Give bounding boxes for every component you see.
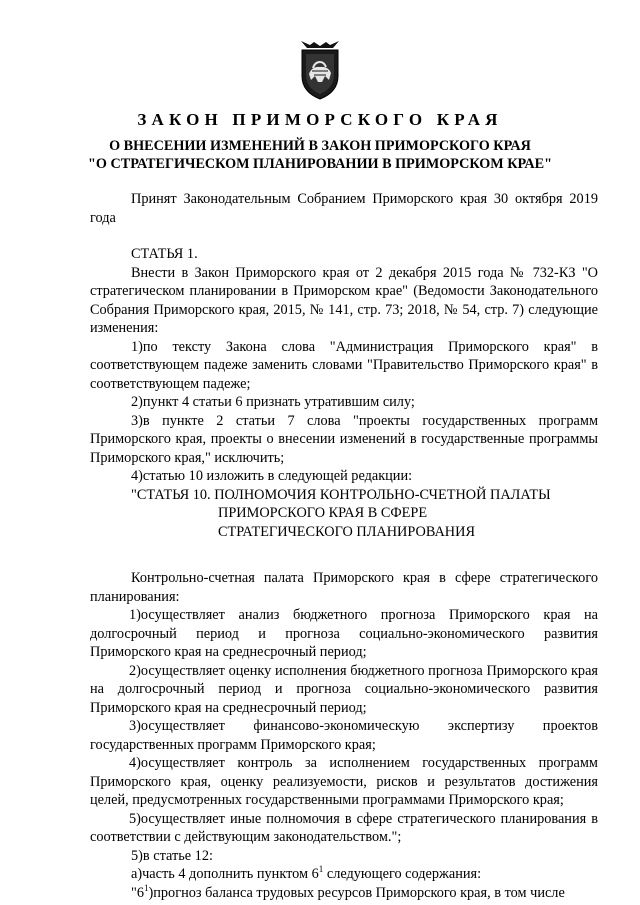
article-10-item: 4)осуществляет контроль за исполнением государственных программ Приморского края, оценку реализуемости, рисков и результатов достижения целей, предусмотренных государственными программами Приморского края; [90, 755, 598, 808]
change-item-5a: а)часть 4 дополнить пунктом $6^1$ следующего содержания: [131, 864, 482, 882]
document-body [90, 190, 598, 902]
article-10-item: 2)осуществляет оценку исполнения бюджетного прогноза Приморского края на долгосрочный период и прогноза социально-экономического развития Приморского края на среднесрочный период; [90, 662, 598, 716]
article-10-item: 5)осуществляет иные полномочия в сфере стратегического планирования в соответствии с действующим законодательством."; [90, 810, 598, 845]
change-item: 3)в пункте 2 статьи 7 слова "проекты государственных программ Приморского края, проекты о внесении изменений в государственные программы Приморского края," исключить; [90, 412, 598, 466]
adoption-note: Принят Законодательным Собранием Приморского края 30 октября 2019 года [90, 191, 598, 226]
article-10-heading [90, 486, 598, 542]
article-10-item: 1)осуществляет анализ бюджетного прогноза Приморского края на долгосрочный период и прогноза социально-экономического развития Приморского края на среднесрочный период; [90, 607, 598, 660]
article-10-intro: Контрольно-счетная палата Приморского края в сфере стратегического планирования: [90, 570, 598, 605]
law-subtitle-line-2: "О СТРАТЕГИЧЕСКОМ ПЛАНИРОВАНИИ В ПРИМОРСКОМ КРАЕ" [88, 156, 552, 172]
change-item: 1)по тексту Закона слова "Администрация Приморского края" в соответствующем падеже заменить словами "Правительство Приморского края" в соответствующем падеже; [90, 338, 598, 392]
change-item: 2)пункт 4 статьи 6 признать утратившим силу; [131, 394, 415, 410]
change-item-5: 5)в статье 12: [131, 847, 213, 864]
law-subtitle-line-1: О ВНЕСЕНИИ ИЗМЕНЕНИЙ В ЗАКОН ПРИМОРСКОГО КРАЯ [109, 138, 531, 154]
law-title: ЗАКОН ПРИМОРСКОГО КРАЯ [137, 110, 503, 129]
quoted-new-point: "$6^1)прогноз$ баланса трудовых ресурсов Приморского края, в том числе [131, 882, 565, 901]
article-10-heading-line: ПРИМОРСКОГО КРАЯ В СФЕРЕ [218, 505, 428, 521]
article-1-heading: СТАТЬЯ 1. [131, 246, 198, 262]
coat-of-arms-icon [298, 40, 342, 100]
article-10-heading-line: "СТАТЬЯ 10. ПОЛНОМОЧИЯ КОНТРОЛЬНО-СЧЕТНОЙ ПАЛАТЫ [131, 486, 551, 503]
change-item: 4)статью 10 изложить в следующей редакции: [131, 468, 413, 484]
article-1-intro: Внести в Закон Приморского края от 2 декабря 2015 года № 732-КЗ "О стратегическом планировании в Приморском крае" (Ведомости Законодательного Собрания Приморского края, 2015, № 141, стр. 73; 2018, № 54, стр. 7) следующие изменения: [90, 264, 598, 336]
article-10-item: 3)осуществляет финансово-экономическую экспертизу проектов государственных программ Приморского края; [90, 718, 598, 753]
article-10-heading-line: СТРАТЕГИЧЕСКОГО ПЛАНИРОВАНИЯ [218, 523, 475, 540]
